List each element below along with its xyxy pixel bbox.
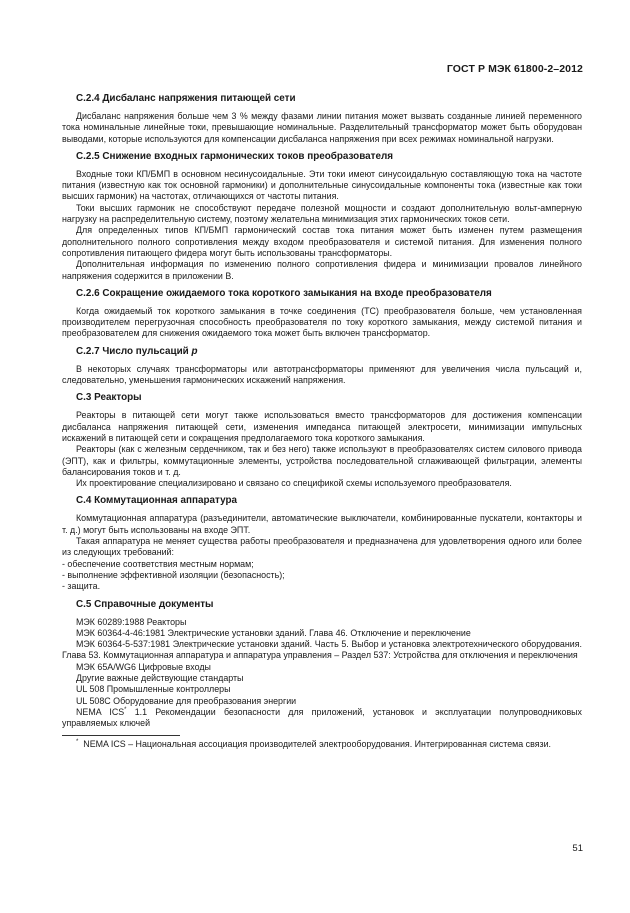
section-heading: С.5 Справочные документы [76,598,214,610]
section-c-5 [62,599,582,730]
page-number: 51 [572,843,583,854]
section-heading: С.2.4 Дисбаланс напряжения питающей сети [76,93,296,104]
reference-item: МЭК 60364-4-46:1981 Электрические установки зданий. Глава 46. Отключение и переключение [76,627,471,638]
section-c-2-4 [62,93,582,145]
list-item: - обеспечение соответствия местным нормам; [62,558,254,569]
list-item: - защита. [62,581,101,592]
section-heading: С.3 Реакторы [76,392,142,404]
reference-item: UL 508C Оборудование для преобразования энергии [76,695,297,706]
section-heading: С.2.6 Сокращение ожидаемого тока короткого замыкания на входе преобразователя [76,287,492,299]
paragraph: Реакторы (как с железным сердечником, так и без него) также используют в преобразователях систем силового привода (ЭПТ), как и фильтры, коммутационные элементы, устройства последовательной сглаживающей фильтрации, элементы балансирования токов и т. д. [62,444,582,477]
paragraph: Такая аппаратура не меняет существа работы преобразователя и предназначена для удовлетворения одного или более из следующих требований: [62,536,582,558]
reference-item: МЭК 65A/WG6 Цифровые входы [76,661,211,672]
footnote-mark: * [76,739,79,746]
section-heading [76,346,582,358]
reference-title: 1.1 Рекомендации безопасности для приложений, установок и эксплуатации полупроводниковых управляемых ключей [62,706,582,729]
section-heading: С.2.5 Снижение входных гармонических токов преобразователя [76,150,394,162]
section-heading-text: С.2.7 Число пульсаций [76,345,189,357]
paragraph: В некоторых случаях трансформаторы или автотрансформаторы применяют для увеличения числа пульсаций и, следовательно, уменьшения гармонических искажений напряжения. [62,363,582,386]
section-c-2-7 [62,346,582,387]
paragraph: Токи высших гармоник не способствуют передаче полезной мощности и создают дополнительную вольт-амперную нагрузку на распределительную систему, поэтому желательна минимизация этих гармонических токов сети. [62,202,582,225]
paragraph: Дополнительная информация по изменению полного сопротивления фидера и минимизации провалов линейного напряжения содержится в приложении В. [62,259,582,281]
running-header: ГОСТ Р МЭК 61800-2–2012 [446,63,583,75]
reference-code: NEMA ICS [76,706,125,717]
reference-item: UL 508 Промышленные контроллеры [76,684,231,695]
paragraph: Когда ожидаемый ток короткого замыкания в точке соединения (ТС) преобразователя больше, чем установленная производителем перегрузочная способность преобразователя по току короткого замыкания, между системой питания и преобразователем для снижения ожидаемого тока может быть включен трансформатор. [62,305,582,339]
paragraph: Дисбаланс напряжения больше чем 3 % между фазами линии питания может вызвать созданные линией переменного тока номинальные линейные токи, превышающие номинальные. Разделительный трансформатор может быть оборудован выводами, которые используются для компенсации дисбаланса напряжения при всех режимах номинальной нагрузки. [62,111,582,144]
paragraph: Входные токи КП/БМП в основном несинусоидальные. Эти токи имеют синусоидальную составляющую тока на частоте питания (известную как ток основной гармоники) и дополнительные синусоидальные компоненты тока (известные как токи высших гармоник) на частотах, отличающихся от частоты питания. [62,168,582,202]
footnote [62,739,582,750]
footnote-divider [62,735,180,736]
paragraph: Их проектирование специализировано и связано со спецификой схемы используемого преобразователя. [76,478,512,489]
paragraph: Коммутационная аппаратура (разъединители, автоматические выключатели, комбинированные пускатели, контакторы и т. д.) могут быть использованы на входе ЭПТ. [62,513,582,535]
page-body [62,93,582,751]
paragraph: Для определенных типов КП/БМП гармонический состав тока питания может быть изменен путем размещения дополнительного полного сопротивления между входом преобразователя и системой питания. Для изменения полного сопротивления питающего фидера могут быть использованы трансформаторы. [62,225,582,258]
paragraph: Реакторы в питающей сети могут также использоваться вместо трансформаторов для достижения компенсации дисбаланса напряжения питающей сети, изменения импеданса питающей электросети, минимизации импульсных искажений в питающей сети и сокращения предполагаемого тока короткого замыкания. [62,410,582,443]
reference-item-nema [62,707,582,730]
section-c-2-6 [62,288,582,340]
section-heading-variable: p [191,345,198,357]
reference-item: МЭК 60289:1988 Реакторы [76,616,187,627]
footnote-text: NEMA ICS – Национальная ассоциация производителей электрооборудования. Интегрированная система связи. [83,739,551,750]
section-c-2-5 [62,151,582,282]
reference-item: Другие важные действующие стандарты [76,672,244,683]
footnote-marker[interactable]: * [124,706,127,713]
section-c-4 [62,495,582,592]
list-item: - выполнение эффективной изоляции (безопасность); [62,569,285,580]
section-heading: С.4 Коммутационная аппаратура [76,495,237,507]
section-c-3 [62,392,582,489]
reference-item: МЭК 60364-5-537:1981 Электрические установки зданий. Часть 5. Выбор и установка электротехнического оборудования. Глава 53. Коммутационная аппаратура и аппаратура управления – Раздел 537: Устройства для отключения и переключения [62,639,582,661]
